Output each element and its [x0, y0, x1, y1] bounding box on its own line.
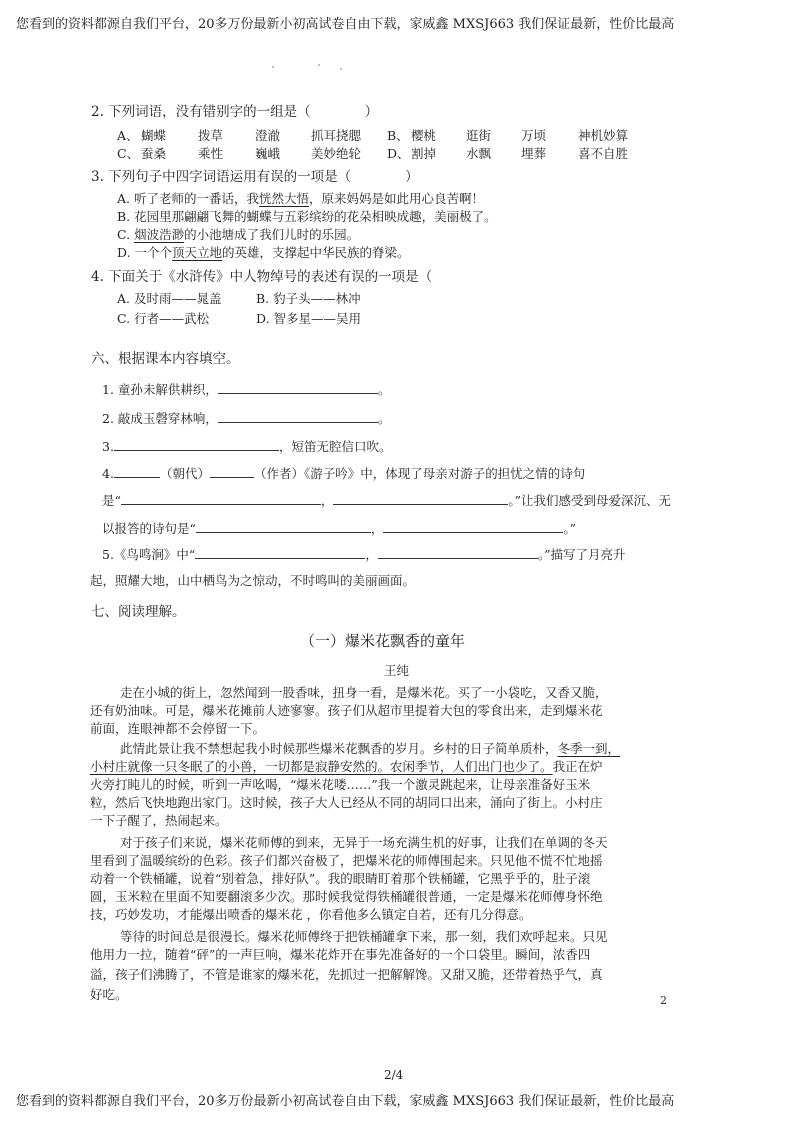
passage-line: 技，巧妙发功，才能爆出喷香的爆米花 ，你看他多么镇定自若，还有几分得意。	[90, 907, 532, 922]
bottom-banner: 您看到的资料都源自我们平台，20多万份最新小初高试卷自由下载，家威鑫 MXSJ663 我们保证最新，性价比最高	[16, 1094, 675, 1109]
q2-d-word: 埋葬	[521, 146, 547, 161]
passage-line: 里看到了温暖缤纷的色彩。孩子们都兴奋极了，把爆米花的师傅围起来。只见他不慌不忙地摇	[90, 853, 603, 868]
q3-a-text: ，原来妈妈是如此用心良苦啊！	[309, 191, 485, 206]
answer-blank[interactable]	[195, 546, 365, 559]
fill-line-2	[102, 410, 390, 428]
passage-text: 此情此景让我不禁想起我小时候那些爆米花飘香的岁月。乡村的日子简单质朴，	[120, 741, 558, 756]
q3-option-d	[117, 244, 410, 262]
passage-author: 王纯	[384, 663, 410, 678]
q2-a-word: 澄澈	[255, 128, 281, 143]
fill-line-3	[102, 438, 391, 456]
fill-4-dynasty: （朝代）	[159, 466, 210, 481]
answer-blank[interactable]	[378, 546, 538, 559]
fill-3-prompt: ，短笛无腔信口吹。	[278, 439, 392, 454]
q4-stem: 4. 下面关于《水浒传》中人物绰号的表述有误的一项是（	[91, 269, 433, 285]
fill-5-close: 。”让我们感受到母爱深沉、无	[508, 493, 672, 508]
fill-line-4	[102, 465, 585, 483]
page-mark: 2	[660, 994, 667, 1007]
page-counter: 2/4	[384, 1068, 404, 1082]
passage-line: 火旁打盹儿的时候，听到一声吆喝，“爆米花喽……”我一个激灵跳起来，让母亲准备好玉米	[90, 777, 591, 792]
fill-line-1	[102, 381, 390, 399]
passage-line: 溢，孩子们沸腾了，不管是谁家的爆米花，先抓过一把解解馋。又甜又脆，还带着热乎气，真	[90, 967, 603, 982]
fill-4-number: 4.	[102, 466, 114, 481]
q3-c-idiom: 烟波浩渺	[134, 227, 185, 242]
q2-a-word: 抓耳挠腮	[311, 128, 362, 143]
passage-line: 他用力一拉，随着“砰”的一声巨响，爆米花炸开在事先准备好的一个口袋里。瞬间，浓香四	[90, 947, 591, 962]
fill-punct: ，	[365, 547, 378, 562]
q3-a-idiom: 恍然大悟	[258, 191, 309, 206]
q3-c-text: C.	[117, 227, 135, 242]
q2-stem: 2. 下列词语，没有错别字的一组是（ ）	[91, 104, 379, 120]
passage-title: （一）爆米花飘香的童年	[300, 632, 466, 650]
scan-speck	[272, 66, 274, 68]
passage-line	[120, 740, 620, 758]
q2-b-word: 万顷	[521, 128, 547, 143]
fill-line-8: 起，照耀大地，山中栖鸟为之惊动，不时鸣叫的美丽画面。	[90, 573, 416, 588]
underlined-sentence: 冬季一到，	[557, 741, 621, 756]
q2-d-word: 割掉	[411, 146, 437, 161]
q2-b-word: 逛街	[466, 128, 492, 143]
q2-b-word: 樱桃	[411, 128, 437, 143]
fill-line-7	[102, 546, 626, 564]
q3-d-text: D. 一个个	[117, 245, 173, 260]
answer-blank[interactable]	[218, 381, 378, 394]
author-blank[interactable]	[210, 465, 254, 478]
top-banner: 您看到的资料都源自我们平台，20多万份最新小初高试卷自由下载，家威鑫 MXSJ663 我们保证最新，性价比最高	[16, 17, 675, 32]
q2-c-word: 巍峨	[255, 146, 281, 161]
fill-7-close: 。”描写了月亮升	[537, 547, 626, 562]
q3-a-text: A. 听了老师的一番话，我	[117, 191, 259, 206]
fill-3-number: 3.	[102, 439, 114, 454]
dynasty-blank[interactable]	[114, 465, 160, 478]
passage-line: 圆，玉米粒在里面不知要翻滚多少次。那时候我觉得铁桶罐很普通，一定是爆米花师傅身怀绝	[90, 889, 603, 904]
passage-line: 一下子醒了，热闹起来。	[90, 813, 228, 828]
passage-text: 我正在炉	[552, 759, 603, 774]
section-6-heading: 六、根据课本内容填空。	[91, 351, 240, 367]
fill-4-author: （作者）	[253, 466, 304, 481]
fill-punct: 。	[377, 382, 391, 397]
underlined-sentence: 小村庄就像一只冬眠了的小兽，一切都是寂静安然的。农闲季节，人们出门也少了。	[90, 759, 553, 774]
q4-option-a: A. 及时雨——晁盖	[117, 291, 222, 306]
q2-a-word: 蝴蝶	[141, 128, 167, 143]
q3-d-idiom: 顶天立地	[172, 245, 223, 260]
fill-2-prompt: 2. 敲成玉磬穿林响，	[102, 411, 218, 426]
q2-d-word: 水飘	[466, 146, 492, 161]
scan-speck	[318, 64, 320, 66]
fill-punct: ，	[370, 521, 384, 536]
fill-6-open: 以报答的诗句是“	[102, 521, 196, 536]
fill-punct: ，	[320, 493, 334, 508]
answer-blank[interactable]	[333, 492, 508, 505]
fill-1-prompt: 1. 童孙未解供耕织，	[102, 382, 218, 397]
q2-a-word: 拨草	[198, 128, 224, 143]
q3-c-text: 的小池塘成了我们儿时的乐园。	[184, 227, 360, 242]
q2-c-word: 蚕桑	[141, 146, 167, 161]
answer-blank[interactable]	[121, 492, 321, 505]
answer-blank[interactable]	[383, 520, 563, 533]
passage-line: 前面，连眼神都不会停留一下。	[90, 721, 266, 736]
q4-option-c: C. 行者——武松	[117, 311, 210, 326]
answer-blank[interactable]	[196, 520, 371, 533]
q4-option-d: D. 智多星——吴用	[256, 311, 362, 326]
passage-line: 等待的时间总是很漫长。爆米花师傅终于把铁桶罐拿下来，那一刻，我们欢呼起来。只见	[120, 929, 608, 944]
answer-blank[interactable]	[218, 410, 378, 423]
q2-c-word: 美妙绝轮	[311, 146, 362, 161]
q2-b-label: B、	[387, 128, 409, 143]
q2-c-word: 乘性	[198, 146, 224, 161]
passage-line: 还有奶油味。可是，爆米花摊前人迹寥寥。孩子们从超市里提着大包的零食出来，走到爆米花	[90, 703, 603, 718]
fill-punct: 。	[377, 411, 391, 426]
fill-line-6	[102, 520, 576, 538]
answer-blank[interactable]	[114, 438, 279, 451]
fill-5-open: 是“	[102, 493, 121, 508]
q2-a-label: A、	[117, 128, 139, 143]
q3-stem: 3. 下列句子中四字词语运用有误的一项是（ ）	[91, 169, 419, 185]
passage-line: 对于孩子们来说，爆米花师傅的到来，无异于一场充满生机的好事，让我们在单调的冬天	[120, 835, 608, 850]
fill-7-open: 5.《鸟鸣涧》中“	[102, 547, 196, 562]
passage-line: 粒，然后飞快地跑出家门。这时候，孩子大人已经从不同的胡同口出来，涌向了街上。小村庄	[90, 795, 603, 810]
passage-line	[90, 758, 603, 776]
passage-line: 动着一个铁桶罐，说着“别着急，排好队”。我的眼睛盯着那个铁桶罐，它黑乎乎的，肚子滚	[90, 871, 591, 886]
fill-6-close: 。”	[563, 521, 577, 536]
q2-d-label: D、	[387, 146, 410, 161]
passage-line: 好吃。	[90, 987, 128, 1002]
passage-line: 走在小城的街上，忽然闻到一股香味，扭身一看，是爆米花。买了一小袋吃，又香又脆，	[120, 685, 608, 700]
section-7-heading: 七、阅读理解。	[91, 604, 186, 620]
q2-b-word: 神机妙算	[578, 128, 629, 143]
scan-speck	[340, 68, 342, 70]
q3-option-b: B. 花园里那翩翩飞舞的蝴蝶与五彩缤纷的花朵相映成趣，美丽极了。	[117, 209, 497, 224]
q2-c-label: C、	[117, 146, 140, 161]
q2-d-word: 喜不自胜	[578, 146, 629, 161]
q3-option-c	[117, 226, 359, 244]
fill-line-5	[102, 492, 671, 510]
fill-4-prompt: 《游子吟》中，体现了母亲对游子的担忧之情的诗句	[303, 466, 586, 481]
q3-option-a	[117, 190, 484, 208]
q3-d-text: 的英雄，支撑起中华民族的脊梁。	[222, 245, 410, 260]
q4-option-b: B. 豹子头——林冲	[256, 291, 361, 306]
